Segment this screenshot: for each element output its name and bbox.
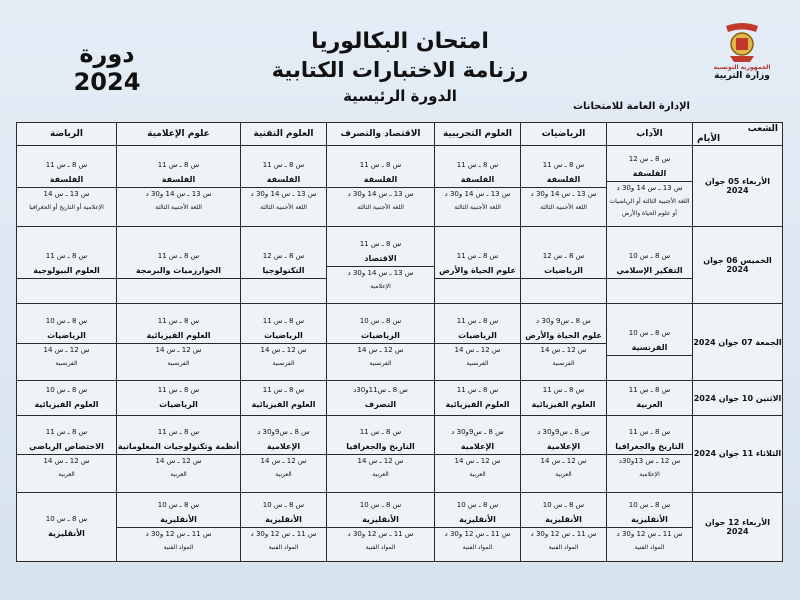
exam-time: س 8 ـ س 10 [456, 501, 499, 510]
exam-time: س 8 ـ س 11 [45, 428, 88, 437]
exam-note: الإعلامية [370, 282, 391, 290]
column-header: العلوم التجريبية [435, 123, 521, 146]
exam-time: س 13 ـ س 14 و30 د [435, 187, 520, 202]
day-cell: الثلاثاء 11 جوان 2024 [693, 415, 783, 492]
exam-cell [17, 304, 117, 381]
exam-time: س 8 ـ س 11 [542, 386, 585, 395]
exam-subject: الفلسفة [266, 174, 301, 184]
exam-subject: التاريخ والجغرافيا [615, 442, 684, 452]
exam-note: العربية [469, 471, 486, 479]
exam-time: س 8 ـ س11و30د [353, 386, 408, 395]
tunisia-emblem-icon [722, 22, 762, 64]
exam-subject: الأنقليزية [459, 515, 496, 525]
exam-time: س 8 ـ س 11 [542, 160, 585, 169]
exam-cell [17, 146, 117, 227]
exam-note: المواد الفنية [462, 544, 493, 552]
exam-time [521, 278, 606, 280]
exam-note: العربية [58, 471, 75, 479]
year-block [52, 40, 162, 96]
exam-time [435, 278, 520, 280]
exam-subject: الرياضيات [159, 400, 198, 410]
exam-note: الإعلامية أو التاريخ أو الجغرافيا [29, 203, 104, 211]
exam-subject: العلوم الفيزيائية [445, 400, 510, 410]
exam-subject: الفلسفة [161, 174, 196, 184]
table-row [17, 304, 783, 381]
table-row [17, 146, 783, 227]
exam-note: العربية [170, 471, 187, 479]
day-cell: الأربعاء 05 جوان 2024 [693, 146, 783, 227]
exam-time: س 8 ـ س 11 [359, 428, 402, 437]
exam-subject: الأنقليزية [545, 515, 582, 525]
exam-subject: الرياضيات [544, 266, 583, 276]
exam-cell [241, 381, 327, 415]
exam-cell [327, 227, 435, 304]
exam-cell [435, 227, 521, 304]
exam-subject: علوم الحياة والأرض [439, 266, 516, 276]
exam-time: س 12 ـ س 14 [117, 343, 240, 358]
exam-time: س 8 ـ س 11 [45, 160, 88, 169]
exam-time: س 8 ـ س 11 [157, 252, 200, 261]
exam-subject: الأنقليزية [631, 515, 668, 525]
exam-subject: الأنقليزية [265, 515, 302, 525]
exam-schedule-table [16, 122, 783, 562]
exam-subject: العربية [636, 400, 663, 410]
exam-time: س 8 ـ س 10 [157, 501, 200, 510]
exam-subject: الرياضيات [458, 330, 497, 340]
exam-cell [17, 492, 117, 561]
exam-time: س 8 ـ س 11 [262, 160, 305, 169]
exam-subject: الأنقليزية [48, 528, 85, 538]
exam-time: س 8 ـ س 11 [456, 252, 499, 261]
exam-note: الإعلامية [639, 471, 660, 479]
exam-subject: العلوم الفيزيائية [531, 400, 596, 410]
exam-time: س 12 ـ س 14 [435, 454, 520, 469]
exam-cell [521, 304, 607, 381]
exam-time: س 8 ـ س9و30 د [537, 428, 590, 437]
exam-subject: التكنولوجيا [262, 266, 305, 276]
exam-time: س 8 ـ س 10 [45, 514, 88, 523]
exam-subject: العلوم الفيزيائية [251, 400, 316, 410]
exam-cell [521, 492, 607, 561]
exam-subject: الأنقليزية [160, 515, 197, 525]
exam-time: س 11 ـ س 12 و30 د [327, 527, 434, 542]
session-title: الدورة الرئيسية [343, 87, 457, 105]
table-row [17, 381, 783, 415]
exam-cell [435, 492, 521, 561]
exam-subject: علوم الحياة والأرض [525, 330, 602, 340]
table-row [17, 227, 783, 304]
exam-note: اللغة الأجنبية الثالثة [260, 203, 307, 211]
exam-time [17, 278, 116, 280]
exam-time: س 8 ـ س 10 [359, 501, 402, 510]
exam-note: المواد الفنية [365, 544, 396, 552]
exam-time: س 8 ـ س 11 [456, 386, 499, 395]
exam-time: س 13 ـ س 14 و30 د [607, 181, 692, 196]
year-value: 2024 [73, 68, 141, 96]
exam-subject: العلوم الفيزيائية [146, 330, 211, 340]
exam-cell [327, 492, 435, 561]
exam-cell [17, 381, 117, 415]
exam-note: الفرنسية [466, 359, 489, 367]
exam-time: س 12 ـ س 14 [17, 343, 116, 358]
exam-note: الفرنسية [369, 359, 392, 367]
exam-cell [521, 415, 607, 492]
exam-time: س 8 ـ س 11 [157, 386, 200, 395]
exam-subject: التفكير الإسلامي [616, 266, 683, 276]
exam-time: س 8 ـ س 12 [628, 154, 671, 163]
exam-note: اللغة الأجنبية الثالثة [454, 203, 501, 211]
page-subtitle: رزنامة الاختبارات الكتابية [271, 58, 529, 82]
exam-cell [117, 415, 241, 492]
exam-subject: الفلسفة [546, 174, 581, 184]
exam-note: اللغة الأجنبية الثالثة أو الرياضيات [609, 197, 690, 205]
exam-time: س 8 ـ س 10 [628, 329, 671, 338]
exam-cell [117, 492, 241, 561]
exam-time: س 8 ـ س9و30 د [451, 428, 504, 437]
day-cell: الأربعاء 12 جوان 2024 [693, 492, 783, 561]
exam-time: س 8 ـ س 10 [628, 501, 671, 510]
exam-time [607, 278, 692, 280]
exam-note: المواد الفنية [548, 544, 579, 552]
exam-cell [435, 415, 521, 492]
exam-time: س 11 ـ س 12 و30 د [241, 527, 326, 542]
exam-time: س 13 ـ س 14 و30 د [327, 266, 434, 281]
exam-cell [607, 146, 693, 227]
exam-cell [435, 146, 521, 227]
exam-subject: التصرف [364, 400, 397, 410]
corner-top-label: الشعب [747, 124, 778, 134]
admin-label: الإدارة العامة للامتحانات [572, 101, 690, 112]
exam-subject: الخوارزميات والبرمجة [135, 266, 222, 276]
exam-subject: الفلسفة [363, 174, 398, 184]
exam-cell [521, 227, 607, 304]
ministry-label: وزارة التربية [714, 71, 770, 81]
corner-bottom-label: الأيام [697, 134, 721, 144]
exam-time: س 12 ـ س 14 [521, 343, 606, 358]
exam-time: س 8 ـ س 11 [262, 316, 305, 325]
exam-note: المواد الفنية [634, 544, 665, 552]
exam-subject: الرياضيات [47, 330, 86, 340]
exam-time: س 8 ـ س 10 [262, 501, 305, 510]
exam-subject: الفلسفة [460, 174, 495, 184]
exam-subject: أنظمة وتكنولوجيات المعلوماتية [117, 442, 240, 452]
exam-note: اللغة الأجنبية الثالثة [540, 203, 587, 211]
exam-time: س 13 ـ س 14 و30 د [241, 187, 326, 202]
exam-cell [241, 492, 327, 561]
exam-time: س 8 ـ س 10 [45, 316, 88, 325]
exam-time: س 12 ـ س 14 [117, 454, 240, 469]
exam-cell [327, 146, 435, 227]
exam-time: س 8 ـ س 12 [262, 252, 305, 261]
exam-cell [607, 304, 693, 381]
exam-note: الفرنسية [272, 359, 295, 367]
exam-cell [17, 227, 117, 304]
exam-time: س 8 ـ س 11 [262, 386, 305, 395]
exam-note: أو علوم الحياة والأرض [622, 209, 677, 217]
exam-cell [521, 381, 607, 415]
exam-cell [435, 381, 521, 415]
exam-time: س 8 ـ س 10 [542, 501, 585, 510]
exam-note: الفرنسية [552, 359, 575, 367]
exam-subject: الإعلامية [460, 442, 495, 452]
year-label: دورة [79, 40, 135, 68]
exam-time: س 8 ـ س 11 [359, 160, 402, 169]
exam-subject: الرياضيات [264, 330, 303, 340]
exam-cell [327, 304, 435, 381]
exam-time: س 12 ـ س 14 [327, 343, 434, 358]
exam-note: الفرنسية [55, 359, 78, 367]
column-header: الرياضة [17, 123, 117, 146]
exam-time: س 11 ـ س 12 و30 د [521, 527, 606, 542]
exam-time: س 13 ـ س 14 و30 د [327, 187, 434, 202]
exam-note: المواد الفنية [268, 544, 299, 552]
exam-time [607, 355, 692, 357]
exam-subject: الفرنسية [631, 343, 668, 353]
exam-cell [117, 146, 241, 227]
exam-cell [117, 304, 241, 381]
exam-subject: الاقتصاد [364, 253, 397, 263]
exam-subject: الفلسفة [632, 168, 667, 178]
table-row [17, 492, 783, 561]
exam-cell [241, 415, 327, 492]
column-header: الآداب [607, 123, 693, 146]
exam-time: س 12 ـ س 14 [17, 454, 116, 469]
exam-time: س 8 ـ س 11 [157, 160, 200, 169]
day-cell: الخميس 06 جوان 2024 [693, 227, 783, 304]
table-row [17, 415, 783, 492]
exam-time: س 8 ـ س 11 [628, 428, 671, 437]
exam-time: س 8 ـ س 10 [628, 252, 671, 261]
day-cell: الاثنين 10 جوان 2024 [693, 381, 783, 415]
exam-note: المواد الفنية [163, 544, 194, 552]
exam-time: س 13 ـ س 14 و30 د [521, 187, 606, 202]
exam-time [117, 278, 240, 280]
exam-subject: الأنقليزية [362, 515, 399, 525]
exam-cell [607, 381, 693, 415]
corner-header [693, 123, 783, 146]
republic-label: الجمهورية التونسية [713, 64, 771, 71]
exam-time: س 13 ـ س 14 و30 د [117, 187, 240, 202]
exam-time: س 8 ـ س9 و30 د [536, 316, 591, 325]
exam-time: س 12 ـ س 14 [521, 454, 606, 469]
exam-time: س 11 ـ س 12 و30 د [117, 527, 240, 542]
exam-cell [521, 146, 607, 227]
exam-subject: الرياضيات [361, 330, 400, 340]
exam-cell [241, 304, 327, 381]
ministry-logo [712, 22, 772, 81]
exam-note: الفرنسية [167, 359, 190, 367]
exam-subject: العلوم الفيزيائية [34, 400, 99, 410]
exam-time [241, 278, 326, 280]
exam-time: س 8 ـ س9و30 د [257, 428, 310, 437]
exam-note: اللغة الأجنبية الثالثة [357, 203, 404, 211]
exam-note: العربية [372, 471, 389, 479]
table-header-row [17, 123, 783, 146]
exam-time: س 8 ـ س 10 [45, 386, 88, 395]
exam-time: س 8 ـ س 11 [456, 160, 499, 169]
exam-cell [327, 381, 435, 415]
exam-time: س 13 ـ س 14 [17, 187, 116, 202]
exam-subject: الفلسفة [49, 174, 84, 184]
exam-cell [117, 381, 241, 415]
exam-time: س 12 ـ س 14 [327, 454, 434, 469]
column-header: الاقتصاد والتصرف [327, 123, 435, 146]
exam-time: س 11 ـ س 12 و30 د [607, 527, 692, 542]
exam-cell [327, 415, 435, 492]
exam-cell [607, 415, 693, 492]
exam-time: س 8 ـ س 11 [628, 386, 671, 395]
exam-note: اللغة الأجنبية الثالثة [155, 203, 202, 211]
exam-cell [17, 415, 117, 492]
exam-time: س 8 ـ س 11 [157, 316, 200, 325]
exam-cell [241, 146, 327, 227]
exam-time: س 12 ـ س 14 [435, 343, 520, 358]
exam-subject: التاريخ والجغرافيا [346, 442, 415, 452]
page-title: امتحان البكالوريا [311, 29, 489, 54]
column-header: علوم الإعلامية [117, 123, 241, 146]
exam-note: العربية [555, 471, 572, 479]
title-block [250, 28, 550, 106]
exam-time: س 12 ـ س 14 [241, 343, 326, 358]
exam-time: س 8 ـ س 11 [456, 316, 499, 325]
column-header: العلوم التقنية [241, 123, 327, 146]
column-header: الرياضيات [521, 123, 607, 146]
exam-time: س 8 ـ س 11 [45, 252, 88, 261]
exam-cell [241, 227, 327, 304]
exam-time: س 8 ـ س 11 [359, 239, 402, 248]
exam-subject: العلوم البيولوجية [33, 266, 100, 276]
day-cell: الجمعة 07 جوان 2024 [693, 304, 783, 381]
exam-time: س 12 ـ س 13و30د [607, 454, 692, 469]
exam-cell [117, 227, 241, 304]
exam-cell [607, 492, 693, 561]
exam-time: س 8 ـ س 11 [157, 428, 200, 437]
exam-cell [435, 304, 521, 381]
exam-subject: الإعلامية [266, 442, 301, 452]
exam-time: س 12 ـ س 14 [241, 454, 326, 469]
exam-time: س 8 ـ س 12 [542, 252, 585, 261]
exam-time: س 11 ـ س 12 و30 د [435, 527, 520, 542]
exam-time: س 8 ـ س 10 [359, 316, 402, 325]
exam-cell [607, 227, 693, 304]
exam-note: العربية [275, 471, 292, 479]
exam-subject: الاختصاص الرياضي [29, 442, 104, 452]
exam-subject: الإعلامية [546, 442, 581, 452]
